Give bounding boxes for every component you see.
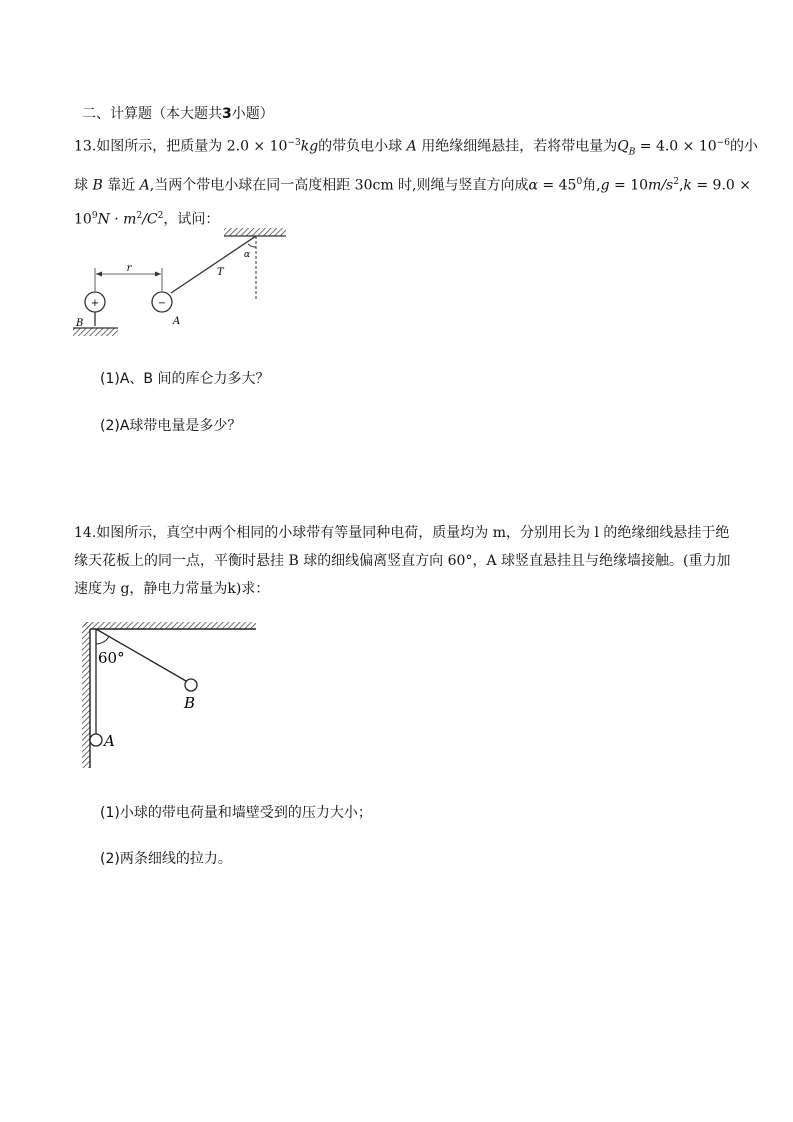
q13-mass-unit: kg — [300, 138, 319, 155]
q13-l3-unit2: /C — [142, 211, 158, 228]
q13-fig-a: A — [173, 316, 181, 327]
q13-dim-arrow-right — [155, 272, 161, 277]
q13-mass: 2.0 × 10 — [226, 138, 288, 155]
q14-line-2: 缘天花板上的同一点，平衡时悬挂 B 球的细线偏离竖直方向 60°，A 球竖直悬挂且与绝缘墙接触。(重力加 — [74, 553, 731, 569]
q13-l3-exp: 9 — [91, 211, 98, 222]
q13-l1a: 13.如图所示，把质量为 — [74, 138, 227, 155]
q13-fig-sign-b: + — [90, 298, 100, 309]
q13-alpha-val: = 45 — [537, 178, 577, 195]
q13-fig-alpha: α — [244, 250, 251, 260]
q13-fig-r: r — [126, 263, 132, 274]
q14-line-1: 14.如图所示，真空中两个相同的小球带有等量同种电荷，质量均为 m，分别用长为 l 的绝缘细线悬挂于绝 — [74, 525, 730, 541]
q13-line-2: 球 B 靠近 A,当两个带电小球在同一高度相距 30cm 时,则绳与竖直方向成$\alpha = 45^0$角$,g = 10m/s^2,k = 9.0$ × — [74, 177, 751, 195]
q14-text — [74, 519, 734, 603]
q13-figure — [70, 225, 290, 340]
section-heading-suffix: 小题） — [231, 106, 274, 122]
q13-qb-exp: −6 — [716, 138, 730, 148]
q13-k-val: = 9.0 × — [691, 178, 751, 195]
q13-fig-sign-a: − — [157, 298, 167, 309]
q13-k: k — [683, 178, 692, 195]
q13-alpha-exp: 0 — [576, 177, 583, 188]
q13-qb-val: = 4.0 × 10 — [635, 138, 717, 155]
q14-ball-b — [185, 679, 197, 691]
q13-g-unit: m/s — [648, 178, 674, 195]
q13-ground — [73, 328, 118, 336]
q13-g-exp: 2 — [673, 177, 679, 188]
q13-l3-unit: N · m — [97, 211, 137, 228]
section-question-count: 3 — [222, 106, 232, 122]
q14-sub1: (1)小球的带电荷量和墙壁受到的压力大小； — [100, 805, 372, 821]
q13-qb: Q — [617, 138, 629, 155]
q14-ball-a — [90, 734, 102, 746]
q13-l3b: ，试问： — [163, 211, 220, 228]
q13-sub1: (1)A、B 间的库仑力多大？ — [100, 371, 270, 387]
q13-g-val: = 10 — [609, 178, 649, 195]
q14-fig-b: B — [184, 694, 196, 712]
q13-fig-b: B — [76, 318, 84, 329]
q13-alpha: α — [528, 178, 538, 195]
q13-sub2: (2)A球带电量是多少？ — [100, 418, 242, 434]
q14-angle-arc — [96, 637, 109, 645]
q13-ball-a-2: A — [139, 178, 150, 195]
q13-l2d: 角, — [582, 178, 601, 195]
q14-figure — [74, 618, 264, 773]
q13-l1c: 用绝缘细绳悬挂，若将带电量为 — [416, 138, 618, 155]
q14-fig-a: A — [104, 732, 115, 750]
q13-l1d: 的小 — [729, 138, 758, 155]
q14-ceiling — [84, 622, 256, 629]
q13-fig-t: T — [217, 267, 224, 278]
section-heading — [82, 103, 274, 123]
q13-line-1 — [74, 128, 758, 167]
q13-g: g — [600, 178, 610, 195]
q14-wall — [82, 622, 90, 768]
q13-l3a: 10 — [74, 211, 92, 228]
q14-sub2: (2)两条细线的拉力。 — [100, 851, 232, 867]
q13-l2b: 靠近 — [102, 178, 140, 195]
q13-mass-exp: −3 — [287, 138, 301, 148]
section-heading-prefix: 二、计算题（本大题共 — [82, 106, 222, 122]
q13-l1b: 的带负电小球 — [318, 138, 407, 155]
q13-ceiling — [224, 228, 286, 236]
q13-l2a: 球 — [74, 178, 93, 195]
q13-l3-exp3: 2 — [157, 211, 164, 222]
q13-l2c: ,当两个带电小球在同一高度相距 30cm 时,则绳与竖直方向成 — [149, 178, 529, 195]
q14-line-3: 速度为 g，静电力常量为k)求： — [74, 581, 270, 597]
q13-text — [74, 128, 758, 235]
q13-string — [171, 236, 256, 293]
q13-ball-a: A — [406, 138, 417, 155]
q13-ball-b: B — [92, 178, 103, 195]
q13-l3-exp2: 2 — [136, 211, 143, 222]
q14-fig-angle: 60° — [98, 649, 125, 667]
q13-qb-sub: B — [628, 147, 636, 158]
q13-dim-arrow-left — [96, 272, 102, 277]
q13-angle-arc — [248, 244, 256, 247]
